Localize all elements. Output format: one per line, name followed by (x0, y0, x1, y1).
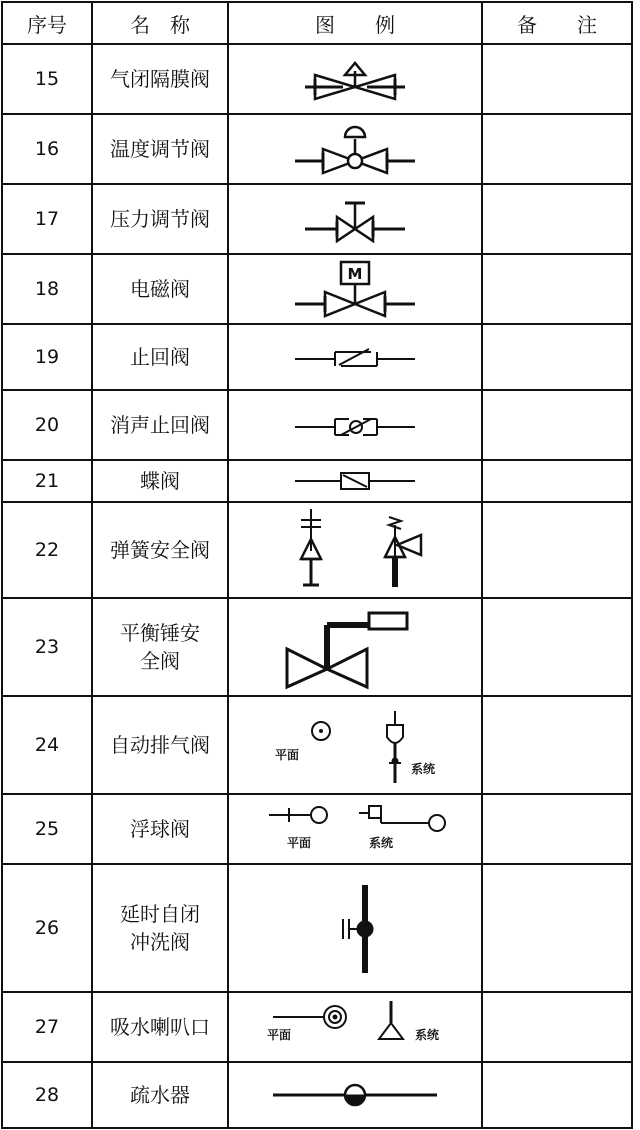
system-caption: 系统 (369, 836, 394, 850)
table-row (2, 254, 632, 324)
row-remark (482, 864, 632, 992)
table-row (2, 44, 632, 114)
row-num: 22 (2, 502, 92, 598)
suction-bell-mouth-icon (255, 997, 455, 1057)
row-name: 吸水喇叭口 (92, 992, 228, 1062)
plan-caption: 平面 (267, 1028, 292, 1042)
header-row (2, 2, 632, 44)
table-row (2, 864, 632, 992)
temperature-control-valve-icon (265, 117, 445, 181)
delay-flush-valve-icon (255, 873, 455, 983)
table-row (2, 992, 632, 1062)
spring-safety-valve-icon (255, 505, 455, 595)
header-num: 序号 (2, 2, 92, 44)
row-remark (482, 114, 632, 184)
row-num: 26 (2, 864, 92, 992)
row-num: 18 (2, 254, 92, 324)
header-name: 名 称 (92, 2, 228, 44)
system-caption: 系统 (411, 762, 436, 776)
row-remark (482, 696, 632, 794)
table-row (2, 502, 632, 598)
table-row (2, 460, 632, 502)
row-num: 15 (2, 44, 92, 114)
row-remark (482, 502, 632, 598)
row-name: 温度调节阀 (92, 114, 228, 184)
row-num: 16 (2, 114, 92, 184)
row-remark (482, 324, 632, 390)
row-name: 浮球阀 (92, 794, 228, 864)
table-row (2, 598, 632, 696)
auto-air-vent-icon (255, 703, 455, 787)
row-name: 疏水器 (92, 1062, 228, 1128)
table-row (2, 184, 632, 254)
diaphragm-valve-icon (265, 49, 445, 109)
row-num: 28 (2, 1062, 92, 1128)
row-name: 止回阀 (92, 324, 228, 390)
row-num: 27 (2, 992, 92, 1062)
header-legend: 图 例 (228, 2, 482, 44)
silent-check-valve-icon (265, 405, 445, 445)
float-valve-icon (255, 799, 455, 859)
row-remark (482, 184, 632, 254)
row-name: 电磁阀 (92, 254, 228, 324)
row-remark (482, 794, 632, 864)
table-row (2, 324, 632, 390)
row-remark (482, 992, 632, 1062)
row-name: 延时自闭冲洗阀 (120, 902, 200, 954)
plan-caption: 平面 (287, 836, 312, 850)
table-row (2, 390, 632, 460)
row-name: 自动排气阀 (92, 696, 228, 794)
row-name: 消声止回阀 (92, 390, 228, 460)
solenoid-valve-icon (265, 256, 445, 322)
row-remark (482, 460, 632, 502)
row-remark (482, 598, 632, 696)
table-row (2, 794, 632, 864)
row-num: 20 (2, 390, 92, 460)
row-num: 24 (2, 696, 92, 794)
pressure-control-valve-icon (265, 189, 445, 249)
row-remark (482, 1062, 632, 1128)
solenoid-label: M (347, 265, 363, 283)
steam-trap-icon (255, 1075, 455, 1115)
table-row (2, 696, 632, 794)
header-remark: 备 注 (482, 2, 632, 44)
row-num: 21 (2, 460, 92, 502)
row-name: 平衡锤安全阀 (120, 621, 200, 673)
row-remark (482, 254, 632, 324)
valve-legend-table (1, 1, 633, 1129)
system-caption: 系统 (415, 1028, 440, 1042)
row-name: 弹簧安全阀 (92, 502, 228, 598)
table-row (2, 1062, 632, 1128)
butterfly-valve-icon (265, 466, 445, 496)
plan-caption: 平面 (275, 748, 300, 762)
row-num: 25 (2, 794, 92, 864)
row-num: 17 (2, 184, 92, 254)
row-name: 压力调节阀 (92, 184, 228, 254)
table-row (2, 114, 632, 184)
row-name: 蝶阀 (92, 460, 228, 502)
row-remark (482, 44, 632, 114)
row-name: 气闭隔膜阀 (92, 44, 228, 114)
weight-safety-valve-icon (255, 601, 455, 693)
row-num: 19 (2, 324, 92, 390)
row-num: 23 (2, 598, 92, 696)
check-valve-icon (265, 337, 445, 377)
row-remark (482, 390, 632, 460)
